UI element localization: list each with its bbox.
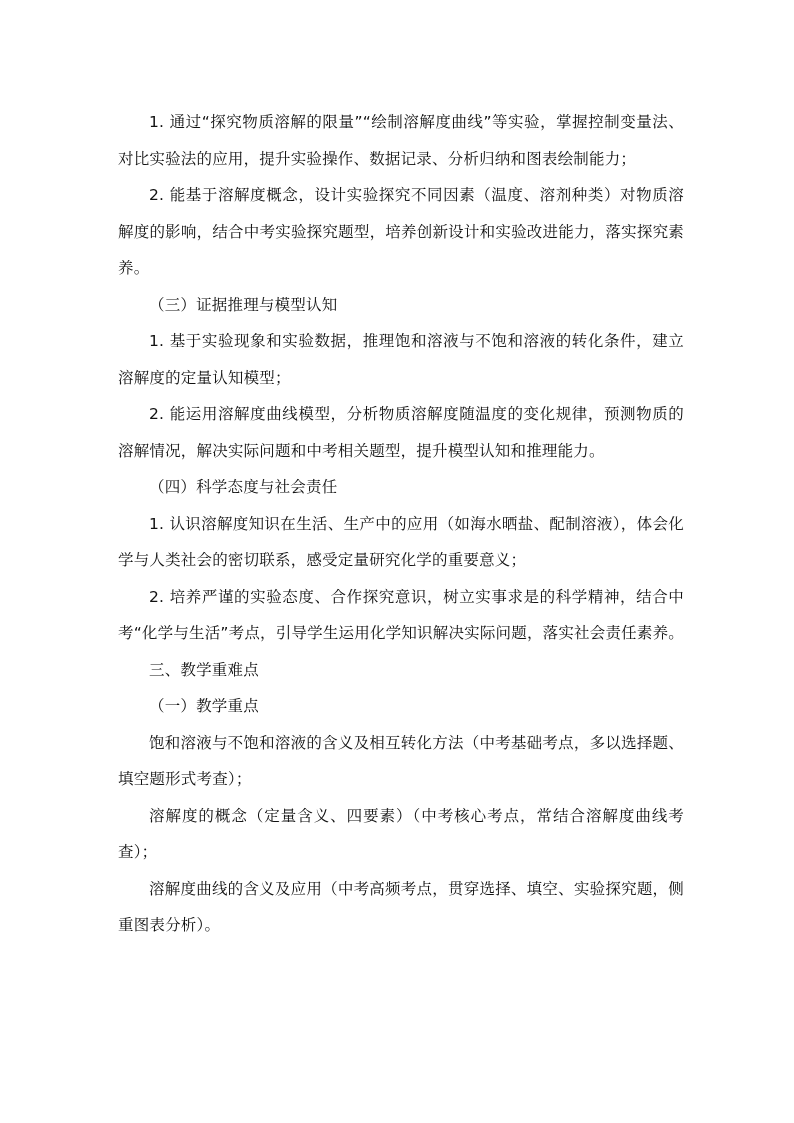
section-heading-attitude-responsibility: （四）科学态度与社会责任 <box>149 478 338 496</box>
paragraph-objective-2: 2. 能基于溶解度概念，设计实验探究不同因素（温度、溶剂种类）对物质溶解度的影响，结合中考实验探究题型，培养创新设计和实验改进能力，落实探究素养。 <box>118 186 684 277</box>
subheading-teaching-focus: （一）教学重点 <box>149 697 259 715</box>
document-body <box>118 104 684 944</box>
focus-item-solubility-concept: 溶解度的概念（定量含义、四要素）（中考核心考点，常结合溶解度曲线考查）； <box>118 806 684 861</box>
section-heading-evidence-reasoning: （三）证据推理与模型认知 <box>149 295 338 314</box>
paragraph-reasoning-1: 1. 基于实验现象和实验数据，推理饱和溶液与不饱和溶液的转化条件，建立溶解度的定量认知模型； <box>118 332 684 387</box>
focus-item-solubility-curve: 溶解度曲线的含义及应用（中考高频考点，贯穿选择、填空、实验探究题，侧重图表分析）。 <box>118 879 684 934</box>
paragraph-responsibility-2: 2. 培养严谨的实验态度、合作探究意识，树立实事求是的科学精神，结合中考“化学与生活”考点，引导学生运用化学知识解决实际问题，落实社会责任素养。 <box>118 587 684 642</box>
paragraph-objective-1: 1. 通过“探究物质溶解的限量”“绘制溶解度曲线”等实验，掌握控制变量法、对比实验法的应用，提升实验操作、数据记录、分析归纳和图表绘制能力； <box>118 113 684 168</box>
section-heading-key-points: 三、教学重难点 <box>149 660 259 679</box>
paragraph-reasoning-2: 2. 能运用溶解度曲线模型，分析物质溶解度随温度的变化规律，预测物质的溶解情况，解决实际问题和中考相关题型，提升模型认知和推理能力。 <box>118 405 684 460</box>
paragraph-responsibility-1: 1. 认识溶解度知识在生活、生产中的应用（如海水晒盐、配制溶液），体会化学与人类社会的密切联系，感受定量研究化学的重要意义； <box>118 514 684 569</box>
focus-item-saturated-solution: 饱和溶液与不饱和溶液的含义及相互转化方法（中考基础考点，多以选择题、填空题形式考查）； <box>118 733 684 788</box>
